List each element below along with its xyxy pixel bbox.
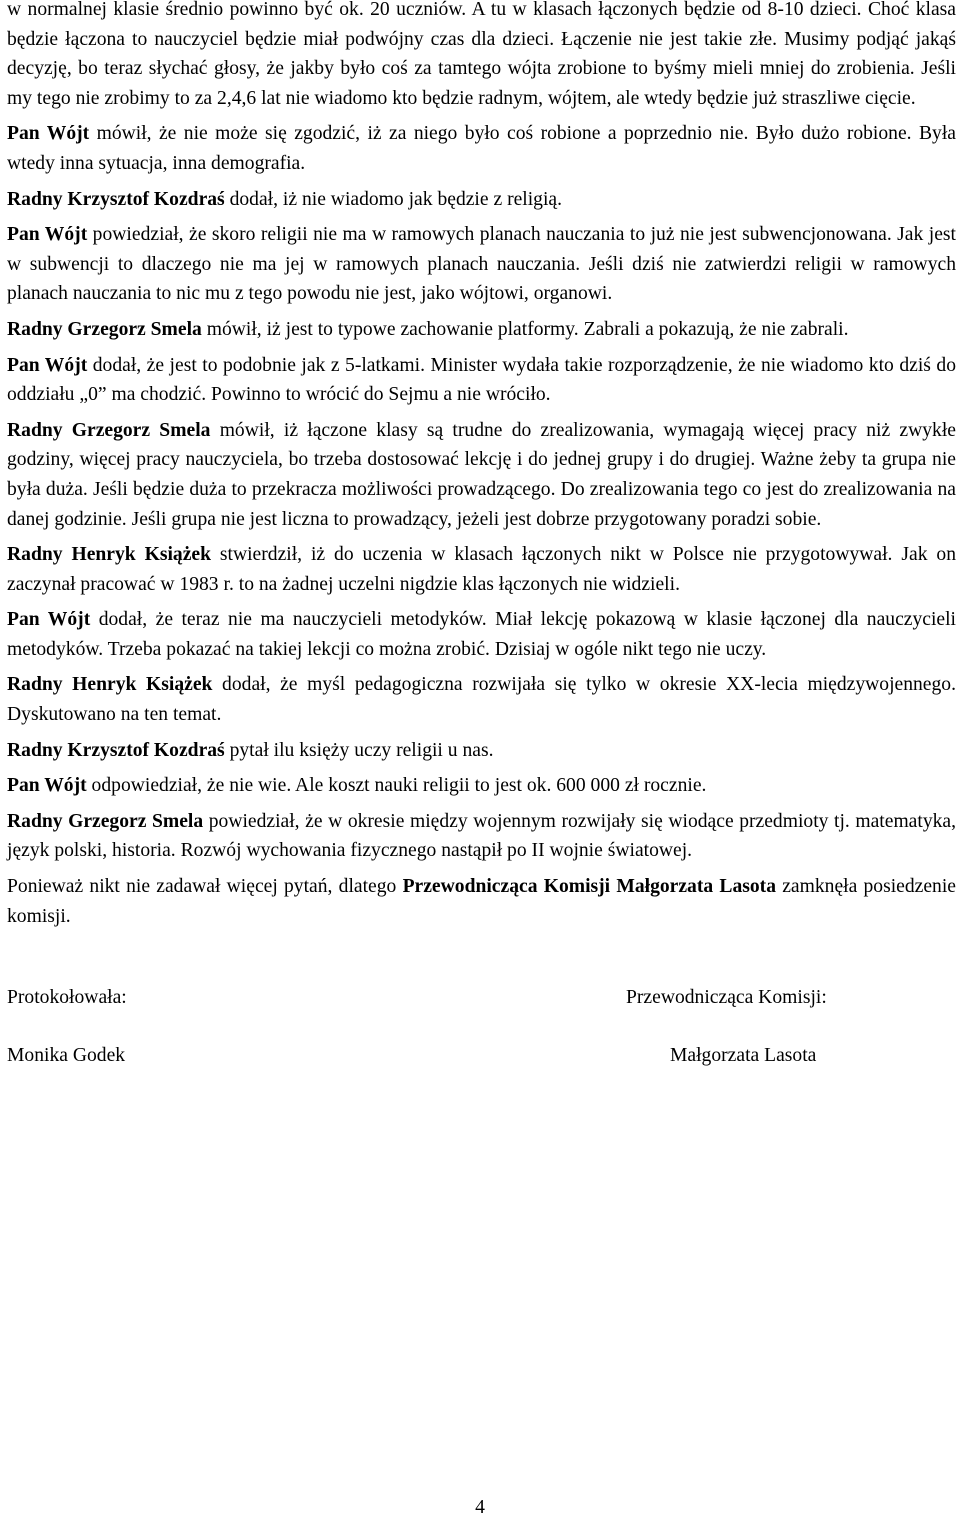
paragraph-text: dodał, że myśl pedagogiczna rozwijała się tylko w okresie XX-lecia międzywojennego. Dyskutowano na ten temat. (7, 674, 956, 726)
paragraph (7, 670, 956, 729)
paragraph-text: pytał ilu księży uczy religii u nas. (224, 739, 494, 761)
paragraph (7, 540, 956, 599)
chair-name: Małgorzata Lasota (670, 1044, 817, 1066)
speaker-name: Radny Grzegorz Smela (7, 810, 204, 832)
speaker-name: Radny Grzegorz Smela (7, 318, 202, 340)
paragraph-text: mówił, iż łączone klasy są trudne do zrealizowania, wymagają więcej pracy niż zwykłe godziny, więcej pracy nauczyciela, bo trzeba dostosować lekcję i do jednej grupy i do drugiej. Ważne żeby ta grupa nie była duża. Jeśli będzie duża to przekracza możliwości prowadzącego. Do zrealizowania tego co jest do zrealizowania na danej godzinie. Jeśli grupa nie jest liczna to prowadzący, jeżeli jest dobrze przygotowany poradzi sobie. (7, 419, 956, 530)
paragraph (7, 185, 956, 215)
paragraph (7, 0, 956, 113)
paragraph-text: mówił, że nie może się zgodzić, iż za niego było coś robione a poprzednio nie. Było dużo robione. Była wtedy inna sytuacja, inna demografia. (7, 123, 956, 174)
paragraph (7, 315, 956, 345)
speaker-name: Radny Krzysztof Kozdraś (7, 188, 225, 210)
speaker-name: Radny Krzysztof Kozdraś (7, 739, 225, 761)
paragraph-text: mówił, iż jest to typowe zachowanie platformy. Zabrali a pokazują, że nie zabrali. (201, 318, 849, 340)
paragraph (7, 807, 956, 866)
speaker-name: Pan Wójt (7, 354, 88, 376)
paragraph-text: powiedział, że skoro religii nie ma w ramowych planach nauczania to już nie jest subwencjonowana. Jak jest w subwencji to dlaczego nie ma jej w ramowych planach nauczania. Jeśli dziś nie zatwierdzi religii w ramowych planach nauczania to nic mu z tego powodu nie jest, jako wójtowi, organowi. (7, 224, 956, 305)
paragraph-text: dodał, że teraz nie ma nauczycieli metodyków. Miał lekcję pokazową w klasie łączonej dla nauczycieli metodyków. Trzeba pokazać na takiej lekcji co można zrobić. Dzisiaj w ogóle nikt tego nie uczy. (7, 609, 956, 660)
paragraph-text: w normalnej klasie średnio powinno być ok. 20 uczniów. A tu w klasach łączonych będzie od 8-10 dzieci. Choć klasa będzie łączona to nauczyciel będzie miał podwójny czas dla dzieci. Łączenie nie jest takie złe. Musimy podjąć jakąś decyzję, bo teraz słychać głosy, że jakby było coś za tamtego wójta zrobione to byśmy mieli mniej do zrobienia. Jeśli my tego nie zrobimy to za 2,4,6 lat nie wiadomo kto będzie radnym, wójtem, ale wtedy będzie już straszliwe cięcie. (7, 0, 956, 109)
speaker-name: Pan Wójt (7, 609, 91, 631)
speaker-name: Radny Henryk Książek (7, 544, 211, 566)
paragraph (7, 605, 956, 664)
paragraph (7, 416, 956, 534)
signature-block (7, 983, 956, 1070)
paragraph (7, 119, 956, 178)
paragraph-text: stwierdził, iż do uczenia w klasach łączonych nikt w Polsce nie przygotowywał. Jak on zaczynał pracować w 1983 r. to na żadnej uczelni nigdzie klas łączonych nie widzieli. (7, 544, 956, 595)
recorder-role: Protokołowała: (7, 987, 127, 1009)
closing-paragraph (7, 872, 956, 931)
closing-text-before: Ponieważ nikt nie zadawał więcej pytań, dlatego (7, 876, 403, 898)
speaker-name: Pan Wójt (7, 775, 87, 797)
paragraph (7, 351, 956, 410)
page-number: 4 (475, 1497, 485, 1518)
paragraph (7, 736, 956, 766)
speaker-name: Pan Wójt (7, 224, 88, 246)
speaker-name: Radny Henryk Książek (7, 674, 213, 696)
chair-role: Przewodnicząca Komisji: (626, 987, 827, 1009)
paragraph (7, 771, 956, 801)
paragraph-text: dodał, że jest to podobnie jak z 5-latkami. Minister wydała takie rozporządzenie, że nie wiadomo kto dziś do oddziału „0” ma chodzić. Powinno to wrócić do Sejmu a nie wróciło. (7, 354, 956, 406)
signature-right (626, 983, 956, 1070)
signature-left (7, 983, 307, 1070)
paragraph (7, 220, 956, 309)
closing-text-after: zamknęła posiedzenie komisji. (7, 876, 956, 927)
paragraph-text: powiedział, że w okresie między wojennym rozwijały się wiodące przedmioty tj. matematyka, język polski, historia. Rozwój wychowania fizycznego nastąpił po II wojnie światowej. (7, 810, 957, 862)
paragraph-text: odpowiedział, że nie wie. Ale koszt nauki religii to jest ok. 600 000 zł rocznie. (86, 775, 707, 797)
recorder-name: Monika Godek (7, 1044, 126, 1066)
speaker-name: Pan Wójt (7, 123, 90, 145)
paragraph-text: dodał, iż nie wiadomo jak będzie z religią. (224, 188, 563, 210)
speaker-name: Radny Grzegorz Smela (7, 419, 211, 441)
closing-chair-name: Przewodnicząca Komisji Małgorzata Lasota (402, 876, 776, 898)
